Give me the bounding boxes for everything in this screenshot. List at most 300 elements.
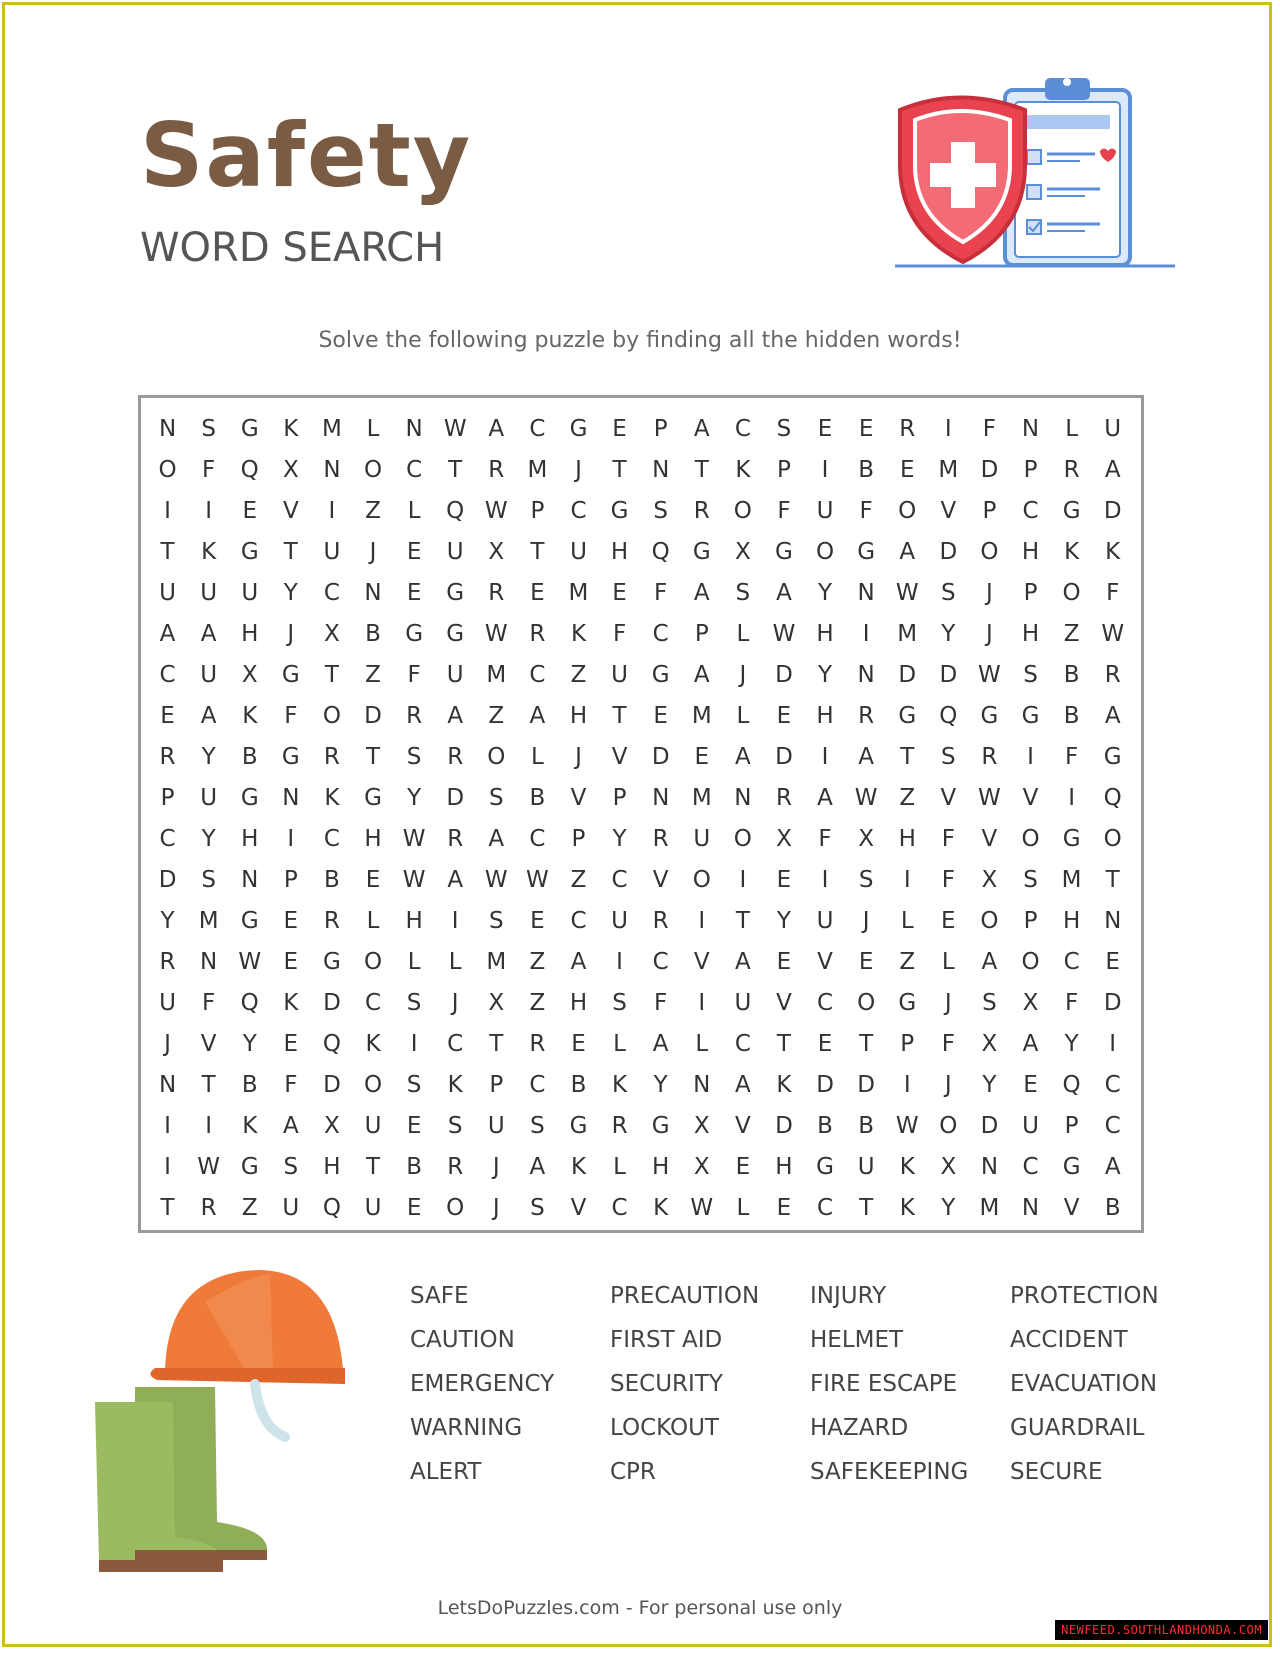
grid-letter[interactable]: G [1062, 1154, 1081, 1180]
grid-letter[interactable]: G [240, 539, 259, 565]
grid-letter[interactable]: O [733, 498, 752, 524]
grid-letter[interactable]: C [1104, 1113, 1121, 1139]
grid-letter[interactable]: F [941, 867, 955, 893]
grid-letter[interactable]: B [1063, 662, 1080, 688]
grid-letter[interactable]: T [448, 457, 463, 483]
grid-letter[interactable]: D [898, 662, 917, 688]
grid-letter[interactable]: V [282, 498, 299, 524]
grid-letter[interactable]: X [693, 1113, 710, 1139]
grid-letter[interactable]: L [941, 949, 955, 975]
grid-letter[interactable]: C [159, 826, 176, 852]
grid-letter[interactable]: I [164, 1113, 171, 1139]
grid-letter[interactable]: P [571, 826, 586, 852]
grid-letter[interactable]: A [159, 621, 176, 647]
grid-letter[interactable]: O [1021, 949, 1040, 975]
grid-letter[interactable]: W [484, 498, 508, 524]
grid-letter[interactable]: J [575, 457, 582, 483]
grid-letter[interactable]: I [903, 1072, 911, 1098]
grid-letter[interactable]: Y [818, 580, 833, 606]
grid-letter[interactable]: R [447, 1154, 464, 1180]
grid-letter[interactable]: N [1021, 1195, 1040, 1221]
grid-letter[interactable]: E [406, 1113, 422, 1139]
grid-letter[interactable]: M [938, 457, 959, 483]
grid-letter[interactable]: E [283, 908, 299, 934]
grid-letter[interactable]: M [979, 1195, 1000, 1221]
grid-letter[interactable]: W [1101, 621, 1125, 647]
grid-letter[interactable]: N [857, 580, 875, 606]
grid-letter[interactable]: C [817, 990, 834, 1016]
grid-letter[interactable]: H [405, 908, 423, 934]
grid-letter[interactable]: L [366, 416, 380, 442]
grid-letter[interactable]: K [201, 539, 217, 565]
grid-letter[interactable]: K [612, 1072, 628, 1098]
grid-letter[interactable]: O [1103, 826, 1122, 852]
grid-letter[interactable]: V [570, 785, 587, 811]
grid-letter[interactable]: Y [160, 908, 175, 934]
grid-letter[interactable]: U [611, 662, 628, 688]
grid-letter[interactable]: W [402, 867, 426, 893]
grid-letter[interactable]: Y [818, 662, 833, 688]
grid-letter[interactable]: C [529, 826, 546, 852]
grid-letter[interactable]: E [571, 1031, 586, 1057]
grid-letter[interactable]: V [776, 990, 792, 1016]
grid-letter[interactable]: R [447, 744, 464, 770]
grid-letter[interactable]: A [529, 1154, 546, 1180]
grid-letter[interactable]: E [242, 498, 257, 524]
grid-letter[interactable]: A [1104, 457, 1121, 483]
grid-letter[interactable]: L [695, 1031, 709, 1057]
grid-letter[interactable]: F [818, 826, 832, 852]
grid-letter[interactable]: G [569, 1113, 588, 1139]
grid-letter[interactable]: C [323, 826, 340, 852]
grid-letter[interactable]: H [241, 826, 259, 852]
grid-letter[interactable]: S [283, 1154, 299, 1180]
grid-letter[interactable]: W [402, 826, 426, 852]
grid-letter[interactable]: G [1103, 744, 1122, 770]
grid-letter[interactable]: W [484, 867, 508, 893]
grid-letter[interactable]: J [944, 1072, 952, 1098]
grid-letter[interactable]: G [446, 580, 465, 606]
grid-letter[interactable]: P [160, 785, 175, 811]
grid-letter[interactable]: N [241, 867, 259, 893]
grid-letter[interactable]: G [281, 744, 300, 770]
grid-letter[interactable]: G [692, 539, 711, 565]
grid-letter[interactable]: F [1106, 580, 1120, 606]
grid-letter[interactable]: W [895, 1113, 919, 1139]
grid-letter[interactable]: S [982, 990, 997, 1016]
grid-letter[interactable]: E [283, 1031, 299, 1057]
grid-letter[interactable]: A [734, 949, 751, 975]
grid-letter[interactable]: D [323, 1072, 341, 1098]
grid-letter[interactable]: C [1104, 1072, 1121, 1098]
grid-letter[interactable]: O [980, 539, 999, 565]
grid-letter[interactable]: D [775, 662, 793, 688]
grid-letter[interactable]: T [530, 539, 545, 565]
grid-letter[interactable]: S [488, 785, 504, 811]
grid-letter[interactable]: B [858, 457, 875, 483]
grid-letter[interactable]: Q [651, 539, 670, 565]
grid-letter[interactable]: T [365, 1154, 381, 1180]
grid-letter[interactable]: G [446, 621, 465, 647]
grid-letter[interactable]: J [575, 744, 582, 770]
grid-letter[interactable]: C [529, 1072, 546, 1098]
grid-letter[interactable]: Q [240, 457, 259, 483]
grid-letter[interactable]: V [940, 785, 957, 811]
grid-letter[interactable]: U [611, 908, 628, 934]
grid-letter[interactable]: U [570, 539, 587, 565]
grid-letter[interactable]: O [692, 867, 711, 893]
grid-letter[interactable]: J [862, 908, 870, 934]
grid-letter[interactable]: R [652, 826, 669, 852]
grid-letter[interactable]: F [284, 703, 298, 729]
grid-letter[interactable]: G [651, 1113, 670, 1139]
grid-letter[interactable]: Z [570, 867, 587, 893]
grid-letter[interactable]: U [200, 580, 218, 606]
grid-letter[interactable]: H [364, 826, 382, 852]
grid-letter[interactable]: U [1022, 1113, 1039, 1139]
grid-letter[interactable]: A [776, 580, 792, 606]
grid-letter[interactable]: H [569, 990, 588, 1016]
grid-letter[interactable]: D [980, 1113, 999, 1139]
grid-letter[interactable]: V [200, 1031, 217, 1057]
grid-letter[interactable]: V [1063, 1195, 1080, 1221]
grid-letter[interactable]: H [816, 621, 834, 647]
grid-letter[interactable]: T [859, 1195, 874, 1221]
grid-letter[interactable]: U [241, 580, 259, 606]
grid-letter[interactable]: I [205, 498, 213, 524]
grid-letter[interactable]: H [775, 1154, 793, 1180]
grid-letter[interactable]: W [978, 785, 1001, 811]
grid-letter[interactable]: D [857, 1072, 875, 1098]
grid-letter[interactable]: A [447, 867, 464, 893]
grid-letter[interactable]: J [986, 580, 993, 606]
grid-letter[interactable]: K [447, 1072, 463, 1098]
grid-letter[interactable]: T [694, 457, 709, 483]
grid-letter[interactable]: A [858, 744, 874, 770]
grid-letter[interactable]: T [1105, 867, 1120, 893]
grid-letter[interactable]: R [1063, 457, 1080, 483]
grid-letter[interactable]: K [570, 621, 587, 647]
grid-letter[interactable]: H [1021, 621, 1040, 647]
grid-letter[interactable]: B [406, 1154, 422, 1180]
grid-letter[interactable]: N [1021, 416, 1040, 442]
grid-letter[interactable]: C [1063, 949, 1080, 975]
grid-letter[interactable]: K [283, 416, 299, 442]
grid-letter[interactable]: W [484, 621, 508, 647]
grid-letter[interactable]: E [530, 580, 545, 606]
grid-letter[interactable]: S [406, 1072, 422, 1098]
grid-letter[interactable]: B [1063, 703, 1080, 729]
grid-letter[interactable]: G [610, 498, 629, 524]
grid-letter[interactable]: R [899, 416, 916, 442]
grid-letter[interactable]: H [1062, 908, 1081, 934]
grid-letter[interactable]: J [986, 621, 993, 647]
grid-letter[interactable]: V [693, 949, 710, 975]
grid-letter[interactable]: X [981, 867, 998, 893]
grid-letter[interactable]: R [693, 498, 710, 524]
grid-letter[interactable]: Y [941, 621, 956, 647]
grid-letter[interactable]: N [200, 949, 218, 975]
grid-letter[interactable]: B [324, 867, 340, 893]
grid-letter[interactable]: A [488, 416, 505, 442]
grid-letter[interactable]: T [324, 662, 339, 688]
grid-letter[interactable]: P [1023, 457, 1038, 483]
grid-letter[interactable]: X [776, 826, 792, 852]
grid-letter[interactable]: Y [407, 785, 422, 811]
grid-letter[interactable]: C [652, 949, 669, 975]
grid-letter[interactable]: K [735, 457, 751, 483]
grid-letter[interactable]: S [406, 744, 422, 770]
grid-letter[interactable]: D [364, 703, 382, 729]
grid-letter[interactable]: F [941, 826, 955, 852]
grid-letter[interactable]: N [652, 457, 670, 483]
grid-letter[interactable]: J [739, 662, 747, 688]
grid-letter[interactable]: D [816, 1072, 834, 1098]
grid-letter[interactable]: A [282, 1113, 299, 1139]
grid-letter[interactable]: S [858, 867, 874, 893]
grid-letter[interactable]: P [612, 785, 627, 811]
grid-letter[interactable]: R [1104, 662, 1121, 688]
grid-letter[interactable]: W [526, 867, 549, 893]
grid-letter[interactable]: W [197, 1154, 221, 1180]
grid-letter[interactable]: I [1027, 744, 1034, 770]
grid-letter[interactable]: A [200, 621, 217, 647]
grid-letter[interactable]: C [570, 908, 587, 934]
grid-letter[interactable]: R [488, 457, 505, 483]
grid-letter[interactable]: G [240, 908, 259, 934]
grid-letter[interactable]: X [981, 1031, 998, 1057]
grid-letter[interactable]: S [447, 1113, 463, 1139]
grid-letter[interactable]: E [776, 949, 792, 975]
grid-letter[interactable]: C [529, 416, 546, 442]
grid-letter[interactable]: U [364, 1113, 382, 1139]
grid-letter[interactable]: E [776, 703, 792, 729]
grid-letter[interactable]: C [652, 621, 669, 647]
grid-letter[interactable]: I [287, 826, 295, 852]
grid-letter[interactable]: K [242, 703, 258, 729]
grid-letter[interactable]: A [1104, 703, 1121, 729]
grid-letter[interactable]: A [570, 949, 587, 975]
grid-letter[interactable]: N [980, 1154, 999, 1180]
grid-letter[interactable]: M [691, 703, 712, 729]
grid-letter[interactable]: U [857, 1154, 875, 1180]
grid-letter[interactable]: E [735, 1154, 751, 1180]
grid-letter[interactable]: S [941, 744, 956, 770]
grid-letter[interactable]: R [981, 744, 998, 770]
grid-letter[interactable]: E [530, 908, 545, 934]
grid-letter[interactable]: Y [941, 1195, 956, 1221]
grid-letter[interactable]: A [693, 416, 710, 442]
grid-letter[interactable]: T [283, 539, 298, 565]
grid-letter[interactable]: E [817, 416, 833, 442]
grid-letter[interactable]: J [287, 621, 295, 647]
grid-letter[interactable]: X [940, 1154, 957, 1180]
grid-letter[interactable]: E [406, 1195, 422, 1221]
grid-letter[interactable]: R [858, 703, 875, 729]
grid-letter[interactable]: H [569, 703, 588, 729]
grid-letter[interactable]: B [570, 1072, 587, 1098]
grid-letter[interactable]: O [939, 1113, 958, 1139]
grid-letter[interactable]: Q [322, 1031, 341, 1057]
grid-letter[interactable]: O [898, 498, 917, 524]
grid-letter[interactable]: X [324, 621, 340, 647]
grid-letter[interactable]: E [858, 949, 874, 975]
grid-letter[interactable]: A [693, 662, 710, 688]
grid-letter[interactable]: O [487, 744, 506, 770]
grid-letter[interactable]: V [940, 498, 957, 524]
grid-letter[interactable]: G [1021, 703, 1040, 729]
grid-letter[interactable]: A [817, 785, 833, 811]
grid-letter[interactable]: F [982, 416, 997, 442]
grid-letter[interactable]: Y [1064, 1031, 1079, 1057]
grid-letter[interactable]: G [569, 416, 588, 442]
grid-letter[interactable]: N [693, 1072, 711, 1098]
grid-letter[interactable]: C [570, 498, 587, 524]
grid-letter[interactable]: D [446, 785, 465, 811]
grid-letter[interactable]: U [159, 580, 176, 606]
grid-letter[interactable]: F [777, 498, 791, 524]
grid-letter[interactable]: A [693, 580, 710, 606]
grid-letter[interactable]: G [405, 621, 424, 647]
grid-letter[interactable]: C [734, 1031, 751, 1057]
grid-letter[interactable]: N [857, 662, 875, 688]
grid-letter[interactable]: N [158, 1072, 177, 1098]
grid-letter[interactable]: V [1022, 785, 1039, 811]
grid-letter[interactable]: C [611, 1195, 628, 1221]
grid-letter[interactable]: I [862, 621, 870, 647]
grid-letter[interactable]: T [365, 744, 381, 770]
grid-letter[interactable]: N [282, 785, 300, 811]
grid-letter[interactable]: U [487, 1113, 505, 1139]
grid-letter[interactable]: O [363, 949, 383, 975]
grid-letter[interactable]: I [410, 1031, 418, 1057]
grid-letter[interactable]: U [323, 539, 341, 565]
grid-letter[interactable]: S [406, 990, 422, 1016]
grid-letter[interactable]: F [202, 990, 216, 1016]
grid-letter[interactable]: P [694, 621, 709, 647]
grid-letter[interactable]: M [527, 457, 548, 483]
grid-letter[interactable]: U [282, 1195, 300, 1221]
grid-letter[interactable]: V [611, 744, 628, 770]
grid-letter[interactable]: Z [365, 662, 381, 688]
grid-letter[interactable]: S [530, 1195, 545, 1221]
grid-letter[interactable]: T [900, 744, 915, 770]
grid-letter[interactable]: S [1023, 867, 1038, 893]
grid-letter[interactable]: M [486, 949, 507, 975]
grid-letter[interactable]: I [821, 744, 829, 770]
grid-letter[interactable]: Y [776, 908, 791, 934]
grid-letter[interactable]: O [1021, 826, 1040, 852]
grid-letter[interactable]: D [1103, 990, 1122, 1016]
grid-letter[interactable]: L [613, 1031, 626, 1057]
grid-letter[interactable]: S [653, 498, 668, 524]
grid-letter[interactable]: P [489, 1072, 504, 1098]
grid-letter[interactable]: P [283, 867, 298, 893]
grid-letter[interactable]: O [446, 1195, 465, 1221]
grid-letter[interactable]: L [407, 949, 421, 975]
grid-letter[interactable]: E [406, 580, 422, 606]
grid-letter[interactable]: F [654, 990, 668, 1016]
grid-letter[interactable]: F [654, 580, 668, 606]
grid-letter[interactable]: S [941, 580, 956, 606]
grid-letter[interactable]: D [939, 662, 958, 688]
grid-letter[interactable]: F [284, 1072, 298, 1098]
grid-letter[interactable]: K [899, 1154, 915, 1180]
grid-letter[interactable]: D [1103, 498, 1122, 524]
grid-letter[interactable]: K [324, 785, 340, 811]
grid-letter[interactable]: I [903, 867, 911, 893]
grid-letter[interactable]: E [941, 908, 956, 934]
grid-letter[interactable]: Y [201, 744, 216, 770]
grid-letter[interactable]: O [158, 457, 177, 483]
grid-letter[interactable]: F [941, 1031, 955, 1057]
grid-letter[interactable]: D [158, 867, 177, 893]
grid-letter[interactable]: E [283, 949, 299, 975]
grid-letter[interactable]: R [406, 703, 423, 729]
grid-letter[interactable]: K [776, 1072, 792, 1098]
grid-letter[interactable]: G [240, 785, 259, 811]
grid-letter[interactable]: I [944, 416, 952, 442]
grid-letter[interactable]: K [653, 1195, 669, 1221]
grid-letter[interactable]: I [328, 498, 336, 524]
grid-letter[interactable]: I [205, 1113, 213, 1139]
grid-letter[interactable]: R [529, 621, 546, 647]
grid-letter[interactable]: R [488, 580, 505, 606]
grid-letter[interactable]: A [981, 949, 998, 975]
grid-letter[interactable]: R [447, 826, 464, 852]
grid-letter[interactable]: U [734, 990, 752, 1016]
grid-letter[interactable]: J [369, 539, 377, 565]
grid-letter[interactable]: S [612, 990, 627, 1016]
grid-letter[interactable]: H [323, 1154, 341, 1180]
grid-letter[interactable]: S [488, 908, 504, 934]
grid-letter[interactable]: H [816, 703, 834, 729]
grid-letter[interactable]: C [529, 662, 546, 688]
grid-letter[interactable]: C [323, 580, 340, 606]
grid-letter[interactable]: R [323, 744, 340, 770]
grid-letter[interactable]: Q [240, 990, 259, 1016]
grid-letter[interactable]: G [898, 703, 917, 729]
grid-letter[interactable]: V [981, 826, 998, 852]
grid-letter[interactable]: B [241, 744, 258, 770]
grid-letter[interactable]: I [616, 949, 623, 975]
grid-letter[interactable]: G [323, 949, 341, 975]
grid-letter[interactable]: K [1105, 539, 1121, 565]
grid-letter[interactable]: G [1062, 498, 1081, 524]
grid-letter[interactable]: Y [612, 826, 627, 852]
grid-letter[interactable]: E [1023, 1072, 1038, 1098]
grid-letter[interactable]: E [776, 1195, 792, 1221]
grid-letter[interactable]: C [817, 1195, 834, 1221]
grid-letter[interactable]: Z [241, 1195, 258, 1221]
grid-letter[interactable]: O [363, 1072, 383, 1098]
grid-letter[interactable]: O [857, 990, 876, 1016]
grid-letter[interactable]: T [160, 1195, 175, 1221]
grid-letter[interactable]: D [775, 744, 793, 770]
grid-letter[interactable]: K [899, 1195, 915, 1221]
grid-letter[interactable]: Z [529, 949, 546, 975]
grid-letter[interactable]: Z [570, 662, 587, 688]
grid-letter[interactable]: E [653, 703, 668, 729]
grid-letter[interactable]: Z [899, 949, 916, 975]
grid-letter[interactable]: O [980, 908, 999, 934]
grid-letter[interactable]: E [406, 539, 422, 565]
grid-letter[interactable]: T [612, 457, 627, 483]
grid-letter[interactable]: H [610, 539, 629, 565]
grid-letter[interactable]: E [160, 703, 175, 729]
grid-letter[interactable]: R [611, 1113, 628, 1139]
grid-letter[interactable]: A [1022, 1031, 1039, 1057]
